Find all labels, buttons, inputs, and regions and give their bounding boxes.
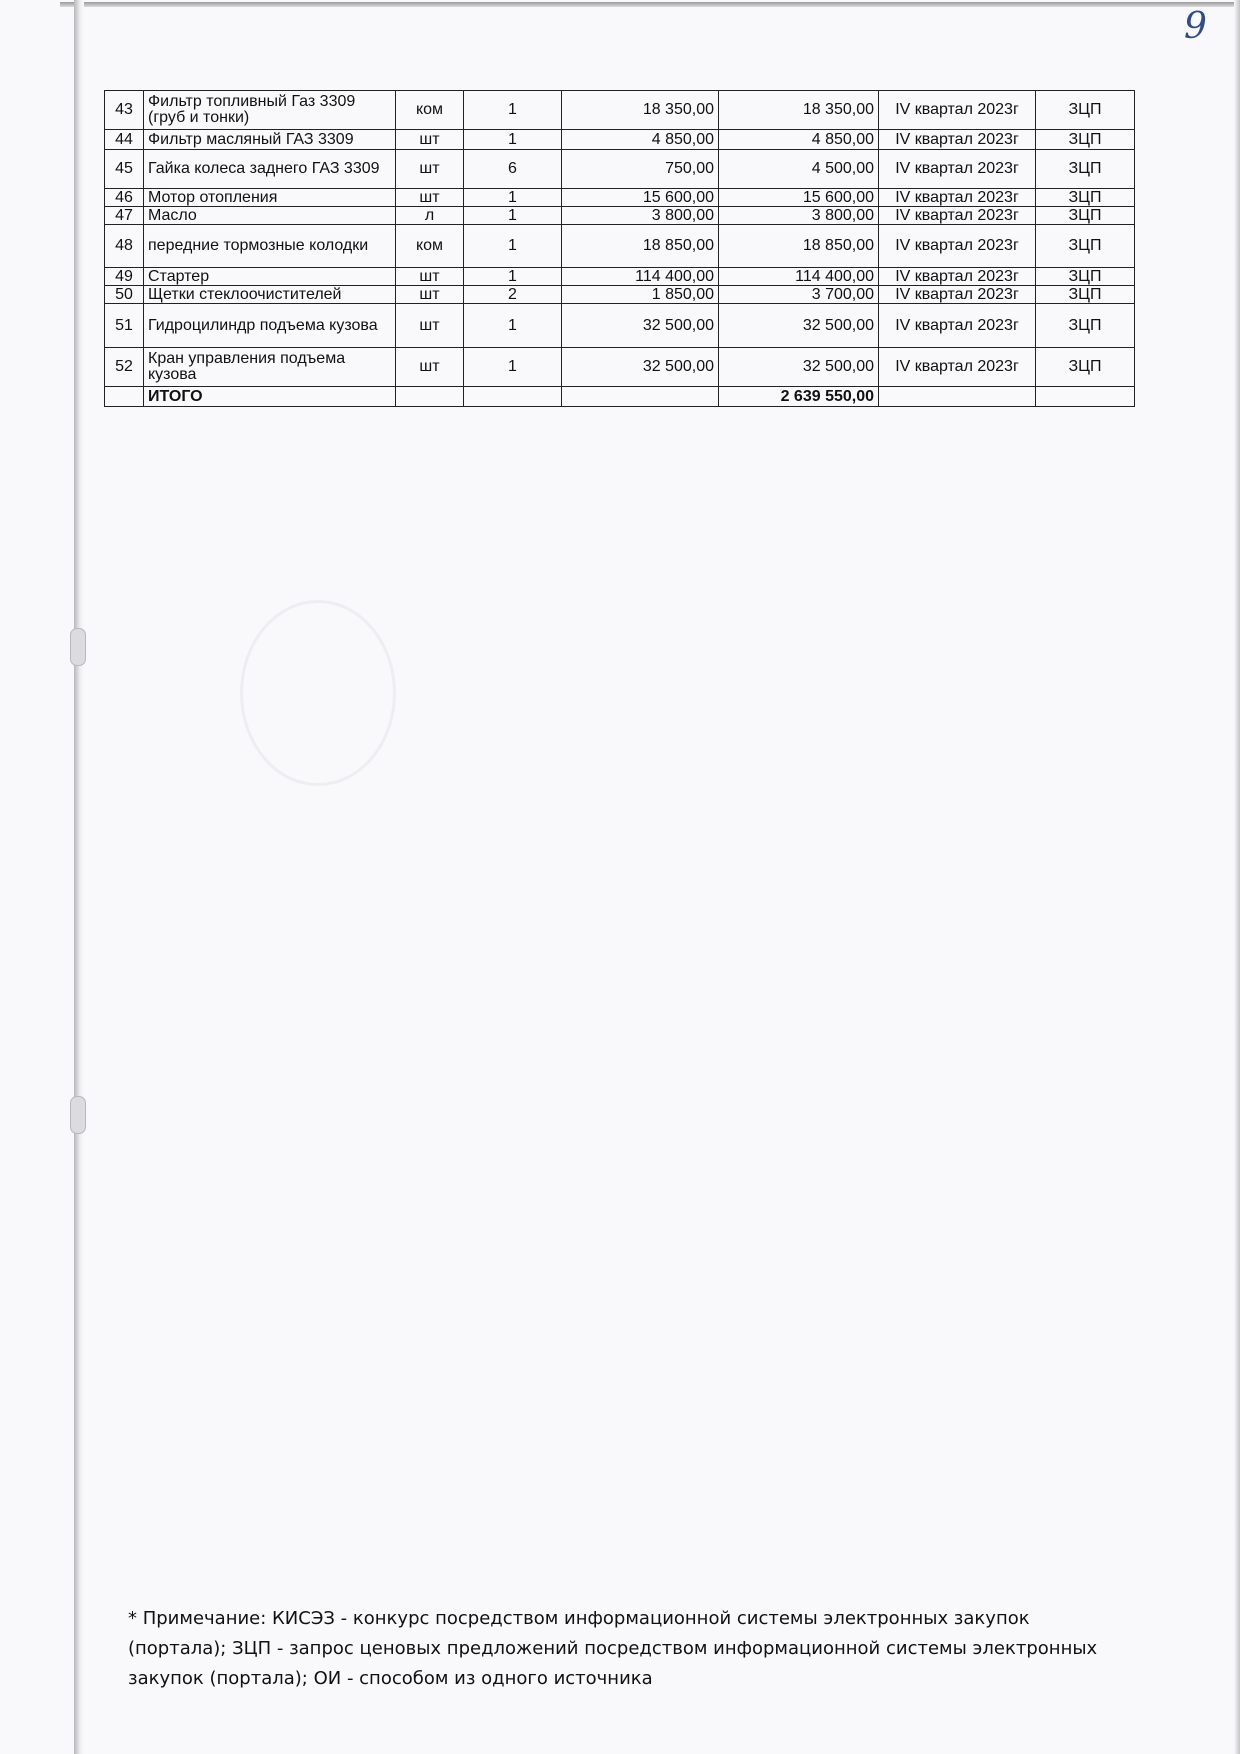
- item-term: IV квартал 2023г: [879, 150, 1036, 189]
- row-number: 52: [105, 348, 144, 387]
- item-name: Стартер: [144, 268, 396, 286]
- item-sum: 4 500,00: [719, 150, 879, 189]
- item-unit: шт: [396, 268, 464, 286]
- row-number: 47: [105, 207, 144, 225]
- scan-top-edge: [60, 2, 1240, 7]
- item-name: Гидроцилиндр подъема кузова: [144, 304, 396, 348]
- total-value: 2 639 550,00: [719, 387, 879, 407]
- row-number: 46: [105, 189, 144, 207]
- item-sum: 3 700,00: [719, 286, 879, 304]
- row-number: 50: [105, 286, 144, 304]
- table-row: [105, 91, 1135, 130]
- item-sum: 15 600,00: [719, 189, 879, 207]
- item-method: ЗЦП: [1036, 150, 1135, 189]
- item-unit: шт: [396, 348, 464, 387]
- item-quantity: 1: [464, 348, 562, 387]
- item-unit: ком: [396, 91, 464, 130]
- item-term: IV квартал 2023г: [879, 286, 1036, 304]
- table-row: [105, 225, 1135, 268]
- item-term: IV квартал 2023г: [879, 130, 1036, 150]
- table-row: [105, 348, 1135, 387]
- item-quantity: 1: [464, 304, 562, 348]
- row-number: 43: [105, 91, 144, 130]
- item-quantity: 1: [464, 207, 562, 225]
- punch-hole: [70, 1096, 86, 1134]
- table-row: [105, 286, 1135, 304]
- row-number: 48: [105, 225, 144, 268]
- item-price: 32 500,00: [562, 304, 719, 348]
- item-term: IV квартал 2023г: [879, 304, 1036, 348]
- item-price: 18 850,00: [562, 225, 719, 268]
- faint-stamp-impression: [240, 600, 396, 786]
- item-name: Фильтр масляный ГАЗ 3309: [144, 130, 396, 150]
- item-sum: 32 500,00: [719, 304, 879, 348]
- item-unit: шт: [396, 189, 464, 207]
- item-unit: шт: [396, 130, 464, 150]
- item-name: Фильтр топливный Газ 3309 (груб и тонки): [144, 91, 396, 130]
- item-name: Мотор отопления: [144, 189, 396, 207]
- item-quantity: 6: [464, 150, 562, 189]
- item-quantity: 1: [464, 225, 562, 268]
- item-method: ЗЦП: [1036, 91, 1135, 130]
- item-method: ЗЦП: [1036, 286, 1135, 304]
- item-name: Кран управления подъема кузова: [144, 348, 396, 387]
- table-row: [105, 304, 1135, 348]
- item-price: 15 600,00: [562, 189, 719, 207]
- item-price: 32 500,00: [562, 348, 719, 387]
- row-number: 45: [105, 150, 144, 189]
- footnote: * Примечание: КИСЭЗ - конкурс посредством информационной системы электронных закупок (портала); ЗЦП - запрос ценовых предложений посредством информационной системы электронных закупок (портала); ОИ - способом из одного источника: [128, 1608, 1098, 1689]
- row-number: 44: [105, 130, 144, 150]
- table-row: [105, 130, 1135, 150]
- item-method: ЗЦП: [1036, 207, 1135, 225]
- item-quantity: 1: [464, 268, 562, 286]
- row-number: 51: [105, 304, 144, 348]
- item-sum: 114 400,00: [719, 268, 879, 286]
- item-unit: ком: [396, 225, 464, 268]
- item-price: 1 850,00: [562, 286, 719, 304]
- table-row: [105, 189, 1135, 207]
- item-term: IV квартал 2023г: [879, 225, 1036, 268]
- empty-cell: [562, 387, 719, 407]
- table-row: [105, 150, 1135, 189]
- item-method: ЗЦП: [1036, 268, 1135, 286]
- procurement-table: [104, 90, 1135, 407]
- item-method: ЗЦП: [1036, 225, 1135, 268]
- item-sum: 32 500,00: [719, 348, 879, 387]
- item-method: ЗЦП: [1036, 304, 1135, 348]
- item-price: 750,00: [562, 150, 719, 189]
- item-unit: шт: [396, 286, 464, 304]
- empty-cell: [396, 387, 464, 407]
- table-row: [105, 268, 1135, 286]
- empty-cell: [879, 387, 1036, 407]
- item-method: ЗЦП: [1036, 189, 1135, 207]
- item-price: 3 800,00: [562, 207, 719, 225]
- empty-cell: [1036, 387, 1135, 407]
- item-unit: шт: [396, 304, 464, 348]
- item-name: Гайка колеса заднего ГАЗ 3309: [144, 150, 396, 189]
- item-unit: шт: [396, 150, 464, 189]
- page-number: 9: [1184, 6, 1207, 47]
- item-method: ЗЦП: [1036, 130, 1135, 150]
- item-price: 4 850,00: [562, 130, 719, 150]
- item-term: IV квартал 2023г: [879, 348, 1036, 387]
- item-quantity: 1: [464, 130, 562, 150]
- item-name: Щетки стеклоочистителей: [144, 286, 396, 304]
- item-price: 18 350,00: [562, 91, 719, 130]
- item-name: Масло: [144, 207, 396, 225]
- item-sum: 3 800,00: [719, 207, 879, 225]
- item-unit: л: [396, 207, 464, 225]
- item-term: IV квартал 2023г: [879, 189, 1036, 207]
- row-number: 49: [105, 268, 144, 286]
- item-sum: 4 850,00: [719, 130, 879, 150]
- binding-shadow: [74, 0, 84, 1754]
- empty-cell: [464, 387, 562, 407]
- total-label: ИТОГО: [144, 387, 396, 407]
- scan-right-edge: [1234, 0, 1240, 1754]
- table-row: [105, 207, 1135, 225]
- item-quantity: 1: [464, 91, 562, 130]
- item-quantity: 2: [464, 286, 562, 304]
- item-term: IV квартал 2023г: [879, 268, 1036, 286]
- item-sum: 18 850,00: [719, 225, 879, 268]
- total-row: [105, 387, 1135, 407]
- item-term: IV квартал 2023г: [879, 91, 1036, 130]
- item-term: IV квартал 2023г: [879, 207, 1036, 225]
- punch-hole: [70, 628, 86, 666]
- item-method: ЗЦП: [1036, 348, 1135, 387]
- item-quantity: 1: [464, 189, 562, 207]
- item-price: 114 400,00: [562, 268, 719, 286]
- item-name: передние тормозные колодки: [144, 225, 396, 268]
- empty-cell: [105, 387, 144, 407]
- item-sum: 18 350,00: [719, 91, 879, 130]
